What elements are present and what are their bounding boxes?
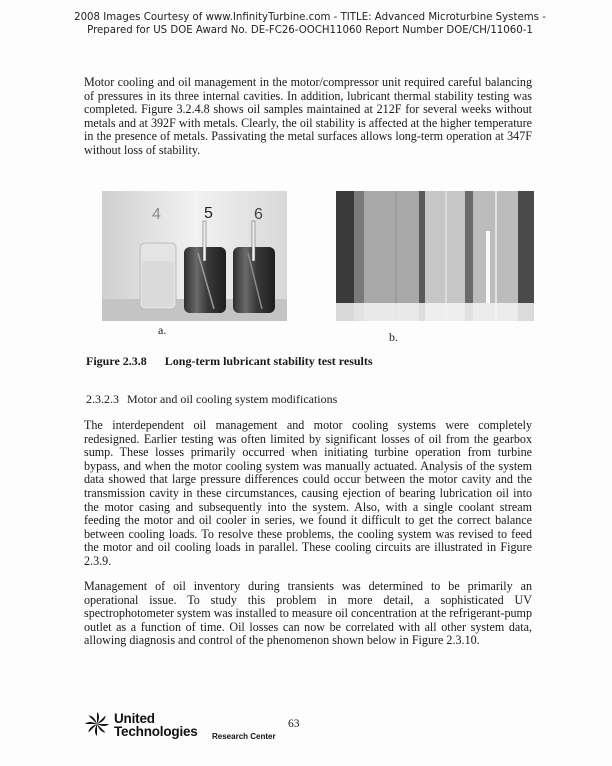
oil-sample-image	[102, 191, 287, 321]
figure-label-a: a.	[158, 323, 167, 337]
tube-closeup-photo	[336, 191, 534, 321]
research-center-label: Research Center	[212, 732, 276, 741]
pinwheel-logo-icon	[84, 711, 110, 737]
section-heading	[86, 392, 337, 407]
intro-paragraph: Motor cooling and oil management in the motor/compressor unit required careful balancing of pressures in its three internal cavities. In addition, lubricant thermal stability testing was completed. Figure 3.2.4.8 shows oil samples maintained at 212F for several weeks without metals and at 392F with metals. Clearly, the oil stability is affected at the higher temperature in the presence of metals. Passivating the metal surfaces allows long-term operation at 347F without loss of stability.	[84, 75, 532, 157]
section-number: 2.3.2.3	[86, 392, 119, 406]
united-technologies-logo	[84, 709, 224, 749]
oil-sample-photo	[102, 191, 287, 321]
figure-caption-text: Long-term lubricant stability test results	[164, 354, 373, 368]
figure-caption-number: Figure 2.3.8	[86, 354, 147, 368]
sample-label-4: 4	[152, 206, 161, 223]
logo-word-technologies: Technologies	[114, 724, 198, 739]
logo-word-united: United	[114, 711, 155, 726]
page-header	[40, 11, 580, 37]
redesign-paragraph: The interdependent oil management and motor cooling systems were completely redesigned. Earlier testing was often limited by significant losses of oil from the gearbox sump. These losses primarily occurred when initiating turbine operation from turbine bypass, and when the motor cooling system was manually actuated. Analysis of the system data showed that large pressure differences could occur between the motor cavity and the transmission cavity in these circumstances, causing ejection of bearing lubrication oil into the motor casing and subsequently into the system. Also, with a single coolant stream feeding the motor and oil cooler in series, we found it difficult to get the correct balance between cooling loads. To resolve these problems, the cooling system was revised to feed the motor and oil cooling loads in parallel. These cooling circuits are illustrated in Figure 2.3.9.	[84, 418, 532, 568]
figure-label-b: b.	[389, 330, 398, 344]
header-line-1: 2008 Images Courtesy of www.InfinityTurbine.com - TITLE: Advanced Microturbine Systems -	[74, 12, 546, 23]
tube-closeup-image	[336, 191, 534, 321]
inventory-paragraph: Management of oil inventory during transients was determined to be primarily an operational issue. To study this problem in more detail, a sophisticated UV spectrophotometer system was installed to measure oil concentration at the refrigerant-pump outlet as a function of time. Oil losses can now be correlated with all other system data, allowing diagnosis and control of the phenomenon shown below in Figure 2.3.10.	[84, 579, 532, 648]
section-title: Motor and oil cooling system modifications	[127, 392, 338, 406]
page-number: 63	[288, 718, 300, 730]
header-line-2: Prepared for US DOE Award No. DE-FC26-OOCH11060 Report Number DOE/CH/11060-1	[87, 25, 533, 36]
sample-label-5: 5	[204, 205, 213, 222]
figure-caption	[86, 354, 373, 369]
sample-label-6: 6	[254, 206, 263, 223]
